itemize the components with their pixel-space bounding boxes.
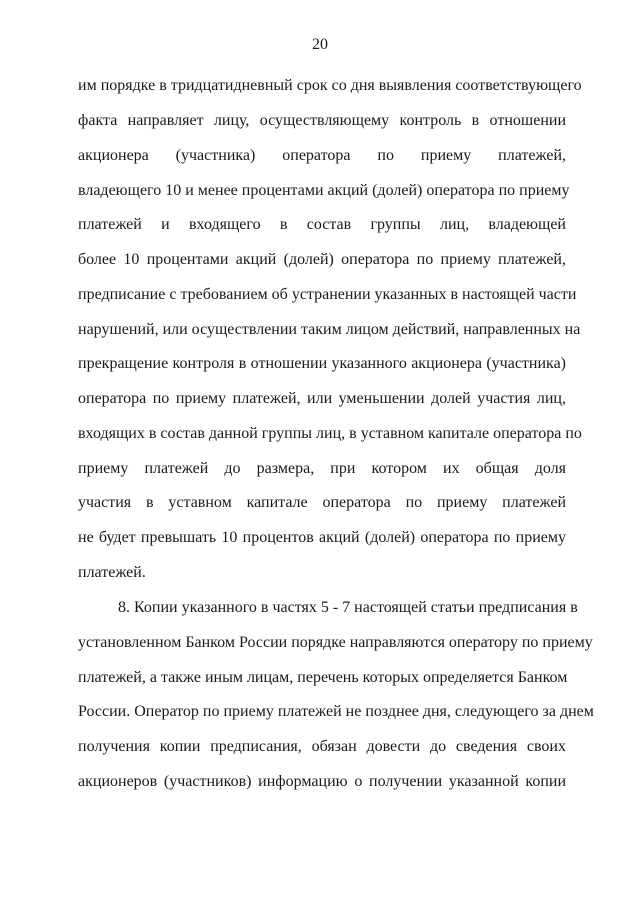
text-line: им порядке в тридцатидневный срок со дня выявления соответствующего [78, 77, 582, 94]
text-line: 8. Копии указанного в частях 5 - 7 настоящей статьи предписания в [118, 599, 578, 616]
text-line: оператора по приему платежей, или уменьшении долей участия лиц, [78, 390, 566, 407]
text-line: платежей, а также иным лицам, перечень которых определяется Банком [78, 669, 568, 686]
text-line: акционеров (участников) информацию о получении указанной копии [78, 773, 566, 790]
text-line: факта направляет лицу, осуществляющему контроль в отношении [78, 112, 566, 129]
text-line: платежей и входящего в состав группы лиц, владеющей [78, 216, 566, 233]
text-line: нарушений, или осуществлении таким лицом действий, направленных на [78, 321, 581, 338]
text-line: приему платежей до размера, при котором их общая доля [78, 460, 566, 477]
page-number: 20 [312, 36, 328, 53]
text-line: установленном Банком России порядке направляются оператору по приему [78, 634, 593, 651]
text-line: акционера (участника) оператора по приему платежей, [78, 147, 566, 164]
text-line: входящих в состав данной группы лиц, в уставном капитале оператора по [78, 425, 582, 442]
text-line: России. Оператор по приему платежей не позднее дня, следующего за днем [78, 703, 594, 720]
text-line: более 10 процентами акций (долей) оператора по приему платежей, [78, 251, 566, 268]
text-line: предписание с требованием об устранении указанных в настоящей части [78, 286, 577, 303]
text-line: получения копии предписания, обязан довести до сведения своих [78, 738, 566, 755]
text-line: платежей. [78, 564, 146, 581]
text-line: не будет превышать 10 процентов акций (долей) оператора по приему [78, 529, 566, 546]
text-line: прекращение контроля в отношении указанного акционера (участника) [78, 355, 566, 372]
text-line: участия в уставном капитале оператора по приему платежей [78, 494, 566, 511]
text-line: владеющего 10 и менее процентами акций (долей) оператора по приему [78, 182, 570, 199]
